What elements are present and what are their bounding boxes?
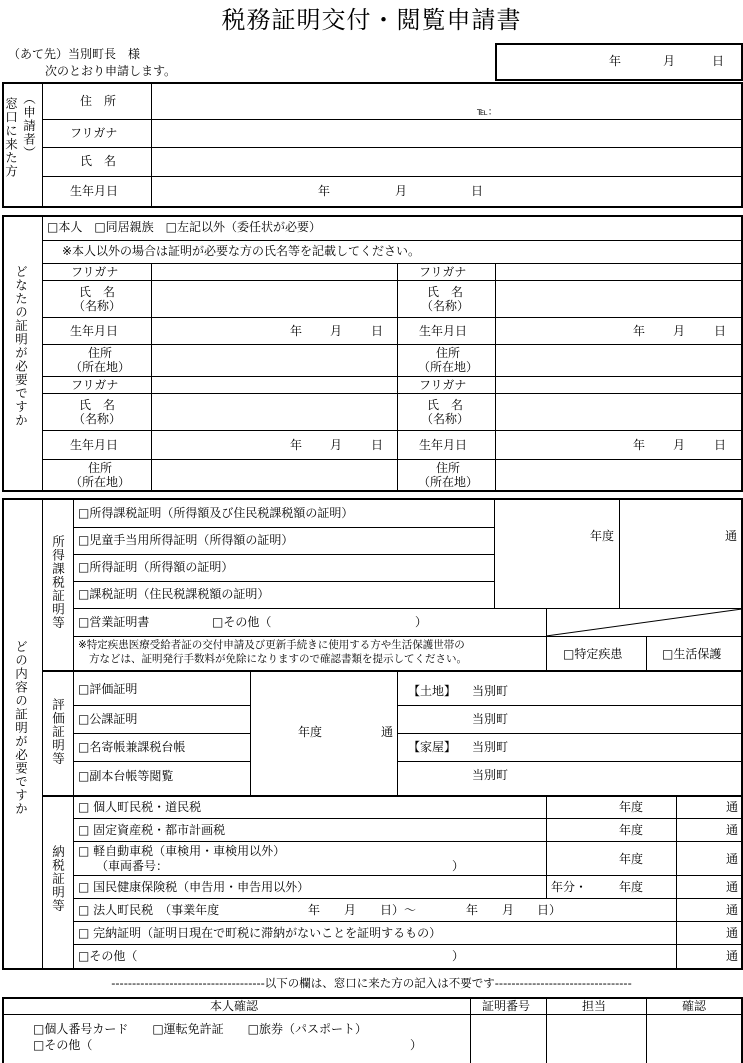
house-town-2: 当別町: [472, 768, 509, 782]
target-birth-2: 生年月日: [419, 324, 468, 338]
identity-other-close: ）: [410, 1038, 423, 1052]
addressee: （あて先）当別町長 様: [8, 47, 141, 61]
fiscal-year-end: 年: [466, 903, 479, 917]
income-tsu: 通: [725, 529, 738, 543]
birth-month: 月: [395, 184, 408, 198]
birth-label: 生年月日: [70, 184, 119, 198]
income-item-4[interactable]: □課税証明（住民税課税額の証明）: [78, 587, 270, 601]
year-1: 年: [290, 324, 303, 338]
target-note: ※本人以外の場合は証明が必要な方の氏名等を記載してください。: [62, 244, 421, 258]
day-3: 日: [371, 438, 384, 452]
taxpaid-item-5[interactable]: □ 法人町民税 （事業年度: [78, 903, 220, 917]
valuation-nendo: 年度: [298, 725, 323, 739]
income-note-1: ※特定疾患医療受給者証の交付申請及び更新手続きに使用する方や生活保護世帯の: [78, 639, 465, 651]
income-diagonal: [546, 608, 743, 637]
target-options[interactable]: □本人 □同居親族 □左記以外（委任状が必要）: [47, 220, 322, 234]
taxpaid-nendo-4: 年度: [619, 880, 644, 894]
taxpaid-tsu-4: 通: [726, 880, 739, 894]
furigana-label: フリガナ: [70, 126, 118, 140]
name-label: 氏 名: [80, 154, 117, 168]
target-birth-4: 生年月日: [419, 438, 468, 452]
taxpaid-tsu-6: 通: [726, 926, 739, 940]
content-side-label: どの内容の証明が必要ですか: [13, 640, 29, 816]
target-name-3: 氏 名 （名称）: [72, 398, 121, 426]
fiscal-month-start: 月: [344, 903, 357, 917]
office-divider: -------------------------------------以下の欄は、窓口に来た方の記入は不要です---------------------------------: [111, 977, 632, 990]
taxpaid-nendo-1: 年度: [619, 800, 644, 814]
car-number-close: ）: [452, 859, 465, 873]
applicant-side-sub: （申請者）: [21, 92, 37, 160]
target-name-4: 氏 名 （名称）: [420, 398, 469, 426]
year-2: 年: [633, 324, 646, 338]
tel-label: ℡：: [477, 107, 498, 118]
land-label: 【土地】: [408, 684, 457, 698]
month-1: 月: [330, 324, 343, 338]
target-birth-3: 生年月日: [70, 438, 119, 452]
year-3: 年: [290, 438, 303, 452]
address-label: 住 所: [80, 94, 117, 108]
month-4: 月: [673, 438, 686, 452]
house-label: 【家屋】: [408, 740, 457, 754]
month-2: 月: [673, 324, 686, 338]
day-4: 日: [714, 438, 727, 452]
taxpaid-other-close: ）: [452, 949, 465, 963]
taxpaid-tsu-5: 通: [726, 903, 739, 917]
income-nendo: 年度: [590, 529, 615, 543]
taxpaid-nendo-3: 年度: [619, 852, 644, 866]
birth-year: 年: [318, 184, 331, 198]
taxpaid-nenbun: 年分・: [551, 880, 588, 894]
taxpaid-tsu-2: 通: [726, 823, 739, 837]
target-furigana-2: フリガナ: [419, 265, 467, 279]
target-name-2: 氏 名 （名称）: [420, 285, 469, 313]
valuation-item-2[interactable]: □公課証明: [78, 712, 138, 726]
income-item-3[interactable]: □所得証明（所得額の証明）: [78, 560, 234, 574]
welfare-option[interactable]: □生活保護: [662, 647, 722, 661]
taxpaid-item-1[interactable]: □ 個人町民税・道民税: [78, 800, 202, 814]
income-note-2: 方などは、証明発行手数料が免除になりますので確認書類を提示してください。: [89, 653, 467, 665]
birth-day: 日: [471, 184, 484, 198]
page-title: 税務証明交付・閲覧申請書: [221, 6, 522, 34]
taxpaid-label: 納税証明等: [50, 845, 66, 913]
taxpaid-tsu-3: 通: [726, 852, 739, 866]
target-furigana-4: フリガナ: [419, 378, 467, 392]
disease-option[interactable]: □特定疾患: [563, 647, 623, 661]
income-item-2[interactable]: □児童手当用所得証明（所得額の証明）: [78, 533, 294, 547]
income-label: 所得課税証明等: [50, 535, 66, 630]
income-other[interactable]: □その他（: [212, 615, 272, 629]
taxpaid-item-3[interactable]: □ 軽自動車税（車検用・車検用以外）: [78, 844, 286, 858]
taxpaid-item-4[interactable]: □ 国民健康保険税（申告用・申告用以外）: [78, 880, 310, 894]
valuation-item-3[interactable]: □名寄帳兼課税台帳: [78, 740, 186, 754]
target-addr-4: 住所 （所在地）: [417, 461, 478, 489]
target-side-label: どなたの証明が必要ですか: [13, 265, 29, 427]
valuation-tsu: 通: [381, 725, 394, 739]
house-town-1: 当別町: [472, 740, 509, 754]
taxpaid-nendo-2: 年度: [619, 823, 644, 837]
staff-header: 担当: [582, 999, 607, 1013]
car-number-label: （車両番号：: [96, 859, 169, 873]
income-other-close: ）: [415, 615, 428, 629]
valuation-label: 評価証明等: [50, 698, 66, 766]
target-name-1: 氏 名 （名称）: [72, 285, 121, 313]
taxpaid-item-2[interactable]: □ 固定資産税・都市計画税: [78, 823, 226, 837]
taxpaid-item-7[interactable]: □その他（: [78, 949, 138, 963]
year-4: 年: [633, 438, 646, 452]
cert-no-header: 証明番号: [482, 999, 531, 1013]
target-birth-1: 生年月日: [70, 324, 119, 338]
month-3: 月: [330, 438, 343, 452]
fiscal-month-end: 月: [502, 903, 515, 917]
valuation-item-1[interactable]: □評価証明: [78, 682, 138, 696]
valuation-item-4[interactable]: □副本台帳等閲覧: [78, 769, 174, 783]
fiscal-day-end: 日）: [537, 903, 562, 917]
date-year: 年: [609, 54, 622, 68]
target-addr-1: 住所 （所在地）: [69, 346, 130, 374]
taxpaid-tsu-1: 通: [726, 800, 739, 814]
taxpaid-tsu-7: 通: [726, 949, 739, 963]
target-furigana-3: フリガナ: [71, 378, 119, 392]
date-month: 月: [663, 54, 676, 68]
identity-header: 本人確認: [210, 999, 259, 1013]
land-town-2: 当別町: [472, 712, 509, 726]
identity-other[interactable]: □その他（: [33, 1038, 93, 1052]
business-cert[interactable]: □営業証明書: [78, 615, 150, 629]
land-town-1: 当別町: [472, 684, 509, 698]
day-1: 日: [371, 324, 384, 338]
income-item-1[interactable]: □所得課税証明（所得額及び住民税課税額の証明）: [78, 506, 354, 520]
fiscal-year-start: 年: [308, 903, 321, 917]
check-header: 確認: [682, 999, 707, 1013]
target-addr-3: 住所 （所在地）: [69, 461, 130, 489]
identity-options[interactable]: □個人番号カード □運転免許証 □旅券（パスポート）: [33, 1022, 368, 1036]
target-furigana-1: フリガナ: [71, 265, 119, 279]
fiscal-day-start: 日）～: [380, 903, 417, 917]
applicant-side-label: 窓口に来た方: [3, 97, 19, 178]
request-line: 次のとおり申請します。: [45, 64, 177, 78]
target-addr-2: 住所 （所在地）: [417, 346, 478, 374]
taxpaid-item-6[interactable]: □ 完納証明（証明日現在で町税に滞納がないことを証明するもの）: [78, 926, 442, 940]
date-day: 日: [712, 54, 725, 68]
day-2: 日: [714, 324, 727, 338]
